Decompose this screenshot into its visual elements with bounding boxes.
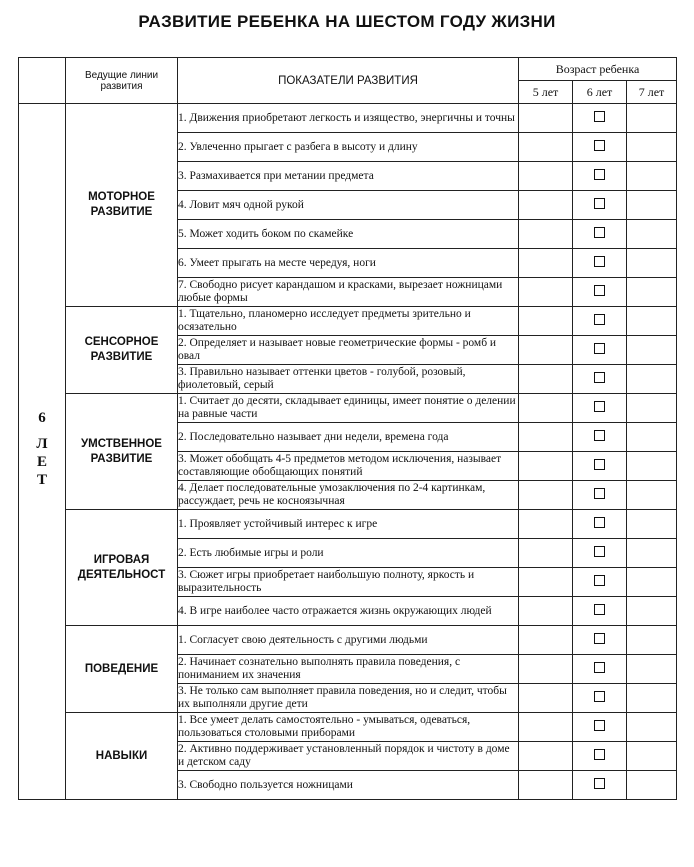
checkbox[interactable] — [594, 778, 605, 789]
table-body — [19, 104, 677, 800]
checkbox-cell-6[interactable] — [573, 742, 627, 771]
checkbox[interactable] — [594, 633, 605, 644]
checkbox-cell-6[interactable] — [573, 713, 627, 742]
empty-cell-7 — [627, 307, 677, 336]
empty-cell-5 — [519, 481, 573, 510]
checkbox-cell-6[interactable] — [573, 597, 627, 626]
checkbox-cell-6[interactable] — [573, 684, 627, 713]
checkbox-cell-6[interactable] — [573, 278, 627, 307]
indicator-text: 3. Не только сам выполняет правила поведения, но и следит, чтобы их выполняли другие дети — [178, 684, 519, 713]
checkbox[interactable] — [594, 749, 605, 760]
empty-cell-5 — [519, 278, 573, 307]
empty-cell-5 — [519, 365, 573, 394]
checkbox[interactable] — [594, 372, 605, 383]
empty-cell-5 — [519, 655, 573, 684]
empty-cell-5 — [519, 307, 573, 336]
age-label-char: Т — [36, 471, 47, 488]
empty-cell-5 — [519, 336, 573, 365]
checkbox[interactable] — [594, 343, 605, 354]
empty-cell-7 — [627, 191, 677, 220]
checkbox[interactable] — [594, 430, 605, 441]
development-line: МОТОРНОЕ РАЗВИТИЕ — [66, 104, 178, 307]
checkbox[interactable] — [594, 256, 605, 267]
age-column-5: 5 лет — [519, 81, 573, 104]
empty-cell-5 — [519, 162, 573, 191]
empty-cell-5 — [519, 191, 573, 220]
indicator-text: 3. Может обобщать 4-5 предметов методом исключения, называет составляющие обобщающих понятий — [178, 452, 519, 481]
development-line: ПОВЕДЕНИЕ — [66, 626, 178, 713]
checkbox-cell-6[interactable] — [573, 104, 627, 133]
checkbox-cell-6[interactable] — [573, 191, 627, 220]
empty-cell-5 — [519, 713, 573, 742]
indicator-text: 2. Увлеченно прыгает с разбега в высоту и длину — [178, 133, 519, 162]
checkbox[interactable] — [594, 285, 605, 296]
age-label-char: 6 — [38, 409, 46, 426]
checkbox[interactable] — [594, 662, 605, 673]
age-header: Возраст ребенка — [519, 58, 677, 81]
checkbox-cell-6[interactable] — [573, 626, 627, 655]
empty-cell-7 — [627, 336, 677, 365]
checkbox[interactable] — [594, 459, 605, 470]
indicator-text: 1. Тщательно, планомерно исследует предметы зрительно и осязательно — [178, 307, 519, 336]
empty-cell-7 — [627, 597, 677, 626]
lines-header: Ведущие линии развития — [66, 58, 178, 104]
table-row — [19, 307, 677, 336]
checkbox-cell-6[interactable] — [573, 220, 627, 249]
age-column-6: 6 лет — [573, 81, 627, 104]
indicator-text: 3. Правильно называет оттенки цветов - голубой, розовый, фиолетовый, серый — [178, 365, 519, 394]
checkbox-cell-6[interactable] — [573, 568, 627, 597]
empty-cell-5 — [519, 423, 573, 452]
empty-cell-5 — [519, 626, 573, 655]
development-line: ИГРОВАЯ ДЕЯТЕЛЬНОСТ — [66, 510, 178, 626]
checkbox-cell-6[interactable] — [573, 365, 627, 394]
checkbox-cell-6[interactable] — [573, 249, 627, 278]
empty-cell-5 — [519, 220, 573, 249]
indicator-text: 3. Размахивается при метании предмета — [178, 162, 519, 191]
checkbox-cell-6[interactable] — [573, 394, 627, 423]
empty-cell-7 — [627, 510, 677, 539]
checkbox-cell-6[interactable] — [573, 452, 627, 481]
checkbox[interactable] — [594, 691, 605, 702]
indicator-text: 1. Проявляет устойчивый интерес к игре — [178, 510, 519, 539]
empty-cell-5 — [519, 684, 573, 713]
checkbox[interactable] — [594, 198, 605, 209]
age-label-char: Е — [36, 453, 47, 470]
checkbox-cell-6[interactable] — [573, 423, 627, 452]
empty-cell-7 — [627, 684, 677, 713]
indicator-text: 2. Есть любимые игры и роли — [178, 539, 519, 568]
indicator-text: 1. Движения приобретают легкость и изящество, энергичны и точны — [178, 104, 519, 133]
empty-cell-5 — [519, 394, 573, 423]
empty-cell-5 — [519, 104, 573, 133]
indicator-text: 6. Умеет прыгать на месте чередуя, ноги — [178, 249, 519, 278]
checkbox[interactable] — [594, 517, 605, 528]
checkbox[interactable] — [594, 227, 605, 238]
empty-cell-5 — [519, 539, 573, 568]
empty-cell-7 — [627, 365, 677, 394]
development-table — [18, 57, 677, 800]
indicator-text: 1. Считает до десяти, складывает единицы, имеет понятие о делении на равные части — [178, 394, 519, 423]
header-row — [19, 58, 677, 81]
indicator-text: 7. Свободно рисует карандашом и красками, вырезает ножницами любые формы — [178, 278, 519, 307]
empty-cell-7 — [627, 394, 677, 423]
age-label-header — [19, 58, 66, 104]
checkbox-cell-6[interactable] — [573, 481, 627, 510]
empty-cell-7 — [627, 568, 677, 597]
empty-cell-7 — [627, 220, 677, 249]
empty-cell-7 — [627, 771, 677, 800]
empty-cell-5 — [519, 133, 573, 162]
empty-cell-7 — [627, 423, 677, 452]
empty-cell-7 — [627, 481, 677, 510]
empty-cell-5 — [519, 742, 573, 771]
table-row — [19, 394, 677, 423]
empty-cell-7 — [627, 539, 677, 568]
table-row — [19, 713, 677, 742]
checkbox-cell-6[interactable] — [573, 510, 627, 539]
empty-cell-5 — [519, 510, 573, 539]
checkbox-cell-6[interactable] — [573, 336, 627, 365]
checkbox[interactable] — [594, 720, 605, 731]
indicator-text: 4. Ловит мяч одной рукой — [178, 191, 519, 220]
checkbox-cell-6[interactable] — [573, 539, 627, 568]
checkbox[interactable] — [594, 314, 605, 325]
indicator-text: 4. В игре наиболее часто отражается жизнь окружающих людей — [178, 597, 519, 626]
empty-cell-7 — [627, 249, 677, 278]
indicators-header: ПОКАЗАТЕЛИ РАЗВИТИЯ — [178, 58, 519, 104]
empty-cell-5 — [519, 452, 573, 481]
age-label-vertical — [19, 104, 66, 800]
development-line: СЕНСОРНОЕ РАЗВИТИЕ — [66, 307, 178, 394]
checkbox[interactable] — [594, 169, 605, 180]
indicator-text: 3. Сюжет игры приобретает наибольшую полноту, яркость и выразительность — [178, 568, 519, 597]
checkbox[interactable] — [594, 546, 605, 557]
empty-cell-7 — [627, 162, 677, 191]
checkbox[interactable] — [594, 575, 605, 586]
empty-cell-7 — [627, 626, 677, 655]
empty-cell-5 — [519, 249, 573, 278]
indicator-text: 1. Все умеет делать самостоятельно - умываться, одеваться, пользоваться столовыми приборами — [178, 713, 519, 742]
checkbox[interactable] — [594, 604, 605, 615]
checkbox-cell-6[interactable] — [573, 771, 627, 800]
age-label-char: Л — [36, 435, 48, 452]
development-line: НАВЫКИ — [66, 713, 178, 800]
table-row — [19, 510, 677, 539]
checkbox[interactable] — [594, 488, 605, 499]
checkbox-cell-6[interactable] — [573, 162, 627, 191]
table-row — [19, 104, 677, 133]
indicator-text: 2. Начинает сознательно выполнять правила поведения, с пониманием их значения — [178, 655, 519, 684]
empty-cell-7 — [627, 742, 677, 771]
indicator-text: 4. Делает последовательные умозаключения по 2-4 картинкам, рассуждает, речь не косноязычная — [178, 481, 519, 510]
checkbox[interactable] — [594, 140, 605, 151]
indicator-text: 2. Активно поддерживает установленный порядок и чистоту в доме и детском саду — [178, 742, 519, 771]
checkbox-cell-6[interactable] — [573, 655, 627, 684]
empty-cell-5 — [519, 597, 573, 626]
indicator-text: 3. Свободно пользуется ножницами — [178, 771, 519, 800]
indicator-text: 2. Последовательно называет дни недели, времена года — [178, 423, 519, 452]
indicator-text: 5. Может ходить боком по скамейке — [178, 220, 519, 249]
development-line: УМСТВЕННОЕ РАЗВИТИЕ — [66, 394, 178, 510]
empty-cell-7 — [627, 104, 677, 133]
empty-cell-7 — [627, 133, 677, 162]
indicator-text: 2. Определяет и называет новые геометрические формы - ромб и овал — [178, 336, 519, 365]
checkbox-cell-6[interactable] — [573, 307, 627, 336]
indicator-text: 1. Согласует свою деятельность с другими людьми — [178, 626, 519, 655]
checkbox[interactable] — [594, 401, 605, 412]
age-column-7: 7 лет — [627, 81, 677, 104]
empty-cell-7 — [627, 713, 677, 742]
empty-cell-5 — [519, 568, 573, 597]
empty-cell-7 — [627, 452, 677, 481]
page-title: РАЗВИТИЕ РЕБЕНКА НА ШЕСТОМ ГОДУ ЖИЗНИ — [138, 12, 556, 31]
empty-cell-7 — [627, 655, 677, 684]
empty-cell-7 — [627, 278, 677, 307]
checkbox[interactable] — [594, 111, 605, 122]
checkbox-cell-6[interactable] — [573, 133, 627, 162]
table-row — [19, 626, 677, 655]
empty-cell-5 — [519, 771, 573, 800]
